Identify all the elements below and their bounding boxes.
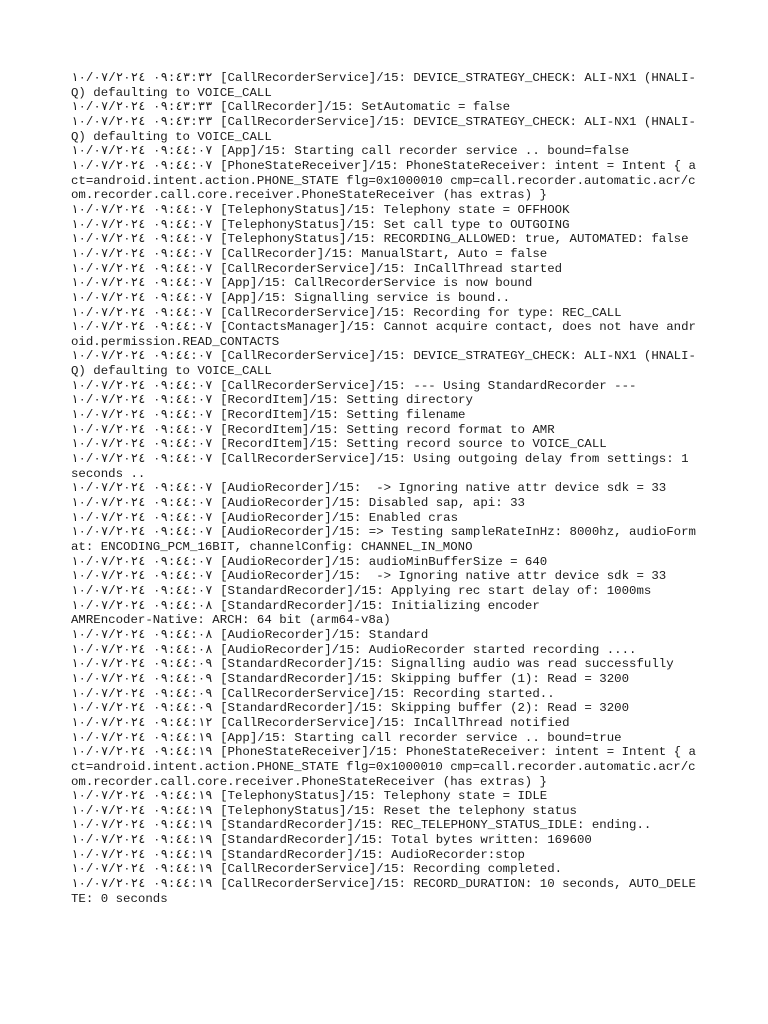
log-timestamp: ٠٩:٤٤:٠٧ ١٠/٠٧/٢٠٢٤ [71, 481, 213, 496]
log-message: [AudioRecorder]/15: AudioRecorder started recording .... [212, 642, 637, 657]
log-entry [71, 291, 701, 306]
log-message: [StandardRecorder]/15: Total bytes written: 169600 [212, 833, 592, 848]
log-message: [App]/15: Starting call recorder service .. bound=true [212, 730, 622, 745]
log-message: [RecordItem]/15: Setting record format to AMR [212, 422, 555, 437]
log-message: [StandardRecorder]/15: REC_TELEPHONY_STATUS_IDLE: ending.. [212, 818, 652, 833]
log-timestamp: ٠٩:٤٤:٠٩ ١٠/٠٧/٢٠٢٤ [71, 701, 213, 716]
log-message: [AudioRecorder]/15: -> Ignoring native attr device sdk = 33 [212, 481, 667, 496]
log-timestamp: ٠٩:٤٤:٠٧ ١٠/٠٧/٢٠٢٤ [71, 408, 213, 423]
log-message: [RecordItem]/15: Setting directory [212, 393, 473, 408]
log-entry [71, 437, 701, 452]
log-message: [AudioRecorder]/15: Disabled sap, api: 33 [212, 496, 525, 511]
log-entry [71, 877, 701, 906]
log-timestamp: ٠٩:٤٤:١٩ ١٠/٠٧/٢٠٢٤ [71, 877, 213, 892]
log-entry [71, 804, 701, 819]
log-entry [71, 818, 701, 833]
log-message: [AudioRecorder]/15: audioMinBufferSize = 640 [212, 554, 548, 569]
log-entry [71, 379, 701, 394]
log-message: [CallRecorderService]/15: InCallThread started [212, 261, 563, 276]
log-entry [71, 716, 701, 731]
log-message: [CallRecorderService]/15: DEVICE_STRATEGY_CHECK: ALI-NX1 (HNALI-Q) defaulting to VOICE_CALL [71, 114, 696, 144]
log-timestamp: ٠٩:٤٤:٠٧ ١٠/٠٧/٢٠٢٤ [71, 290, 213, 305]
log-timestamp: ٠٩:٤٣:٣٢ ١٠/٠٧/٢٠٢٤ [71, 71, 213, 85]
log-message: [CallRecorderService]/15: Using outgoing delay from settings: 1 seconds .. [71, 452, 696, 481]
log-timestamp: ٠٩:٤٤:٠٧ ١٠/٠٧/٢٠٢٤ [71, 569, 213, 584]
log-message: [CallRecorderService]/15: DEVICE_STRATEGY_CHECK: ALI-NX1 (HNALI-Q) defaulting to VOICE_CALL [71, 71, 696, 100]
log-timestamp: ٠٩:٤٤:١٩ ١٠/٠٧/٢٠٢٤ [71, 745, 213, 760]
log-timestamp: ٠٩:٤٤:١٩ ١٠/٠٧/٢٠٢٤ [71, 818, 213, 833]
log-message: [TelephonyStatus]/15: RECORDING_ALLOWED: true, AUTOMATED: false [212, 232, 689, 247]
log-entry [71, 701, 701, 716]
log-timestamp: ٠٩:٤٤:١٩ ١٠/٠٧/٢٠٢٤ [71, 862, 213, 877]
log-message: [CallRecorderService]/15: Recording started.. [212, 686, 555, 701]
log-message: [App]/15: Signalling service is bound.. [212, 290, 511, 305]
log-entry [71, 349, 701, 378]
log-timestamp: ٠٩:٤٣:٣٣ ١٠/٠٧/٢٠٢٤ [71, 100, 213, 115]
log-message: [StandardRecorder]/15: Skipping buffer (2): Read = 3200 [212, 701, 630, 716]
log-timestamp: ٠٩:٤٤:٠٧ ١٠/٠٧/٢٠٢٤ [71, 202, 213, 217]
log-entry [71, 613, 701, 628]
log-entry [71, 276, 701, 291]
log-entry [71, 657, 701, 672]
log-message: [AudioRecorder]/15: Enabled cras [212, 510, 459, 525]
log-message: [StandardRecorder]/15: Skipping buffer (1): Read = 3200 [212, 671, 630, 686]
log-entry [71, 218, 701, 233]
log-entry [71, 408, 701, 423]
log-timestamp: ٠٩:٤٤:٠٧ ١٠/٠٧/٢٠٢٤ [71, 583, 213, 598]
log-entry [71, 423, 701, 438]
log-entry [71, 731, 701, 746]
log-timestamp: ٠٩:٤٤:٠٩ ١٠/٠٧/٢٠٢٤ [71, 686, 213, 701]
log-message: [CallRecorderService]/15: RECORD_DURATION: 10 seconds, AUTO_DELETE: 0 seconds [71, 877, 696, 906]
log-message: [CallRecorderService]/15: Recording for type: REC_CALL [212, 305, 622, 320]
log-timestamp: ٠٩:٤٤:٠٨ ١٠/٠٧/٢٠٢٤ [71, 627, 213, 642]
log-text [71, 71, 701, 906]
log-timestamp: ٠٩:٤٤:٠٧ ١٠/٠٧/٢٠٢٤ [71, 510, 213, 525]
log-entry [71, 848, 701, 863]
log-entry [71, 687, 701, 702]
log-entry [71, 862, 701, 877]
log-timestamp: ٠٩:٤٤:٠٧ ١٠/٠٧/٢٠٢٤ [71, 246, 213, 261]
log-entry [71, 599, 701, 614]
log-entry [71, 525, 701, 554]
log-message: [AudioRecorder]/15: => Testing sampleRateInHz: 8000hz, audioFormat: ENCODING_PCM_16BIT, channelConfig: CHANNEL_IN_MONO [71, 525, 696, 554]
log-message: [TelephonyStatus]/15: Set call type to OUTGOING [212, 217, 570, 232]
log-entry [71, 628, 701, 643]
log-timestamp: ٠٩:٤٤:١٩ ١٠/٠٧/٢٠٢٤ [71, 847, 213, 862]
log-message: [StandardRecorder]/15: Applying rec start delay of: 1000ms [212, 583, 652, 598]
log-timestamp: ٠٩:٤٤:٠٧ ١٠/٠٧/٢٠٢٤ [71, 232, 213, 247]
log-message: [AudioRecorder]/15: Standard [212, 627, 429, 642]
log-timestamp: ٠٩:٤٤:٠٧ ١٠/٠٧/٢٠٢٤ [71, 217, 213, 232]
log-message: [RecordItem]/15: Setting record source to VOICE_CALL [212, 437, 607, 452]
log-timestamp: ٠٩:٤٤:٠٧ ١٠/٠٧/٢٠٢٤ [71, 276, 213, 291]
log-timestamp: ٠٩:٤٤:٠٨ ١٠/٠٧/٢٠٢٤ [71, 642, 213, 657]
log-timestamp: ٠٩:٤٤:١٩ ١٠/٠٧/٢٠٢٤ [71, 833, 213, 848]
log-timestamp: ٠٩:٤٤:٠٧ ١٠/٠٧/٢٠٢٤ [71, 554, 213, 569]
log-entry [71, 115, 701, 144]
log-entry [71, 262, 701, 277]
log-message: [StandardRecorder]/15: AudioRecorder:stop [212, 847, 525, 862]
log-entry [71, 643, 701, 658]
log-entry [71, 100, 701, 115]
log-timestamp: ٠٩:٤٤:١٩ ١٠/٠٧/٢٠٢٤ [71, 730, 213, 745]
log-entry [71, 306, 701, 321]
log-entry [71, 569, 701, 584]
log-timestamp: ٠٩:٤٤:١٢ ١٠/٠٧/٢٠٢٤ [71, 715, 213, 730]
log-timestamp: ٠٩:٤٤:١٩ ١٠/٠٧/٢٠٢٤ [71, 789, 213, 804]
log-timestamp: ٠٩:٤٤:٠٩ ١٠/٠٧/٢٠٢٤ [71, 657, 213, 672]
log-message: [StandardRecorder]/15: Initializing encoder [212, 598, 540, 613]
log-message: AMREncoder-Native: ARCH: 64 bit (arm64-v8a) [71, 613, 391, 628]
log-message: [StandardRecorder]/15: Signalling audio was read successfully [212, 657, 674, 672]
log-entry [71, 144, 701, 159]
log-message: [RecordItem]/15: Setting filename [212, 408, 466, 423]
log-entry [71, 745, 701, 789]
log-timestamp: ٠٩:٤٣:٣٣ ١٠/٠٧/٢٠٢٤ [71, 114, 213, 129]
log-message: [TelephonyStatus]/15: Telephony state = IDLE [212, 789, 548, 804]
log-timestamp: ٠٩:٤٤:٠٧ ١٠/٠٧/٢٠٢٤ [71, 261, 213, 276]
log-timestamp: ٠٩:٤٤:٠٧ ١٠/٠٧/٢٠٢٤ [71, 378, 213, 393]
log-message: [CallRecorderService]/15: DEVICE_STRATEGY_CHECK: ALI-NX1 (HNALI-Q) defaulting to VOICE_CALL [71, 349, 696, 379]
log-entry [71, 481, 701, 496]
log-message: [CallRecorderService]/15: --- Using StandardRecorder --- [212, 378, 637, 393]
log-timestamp: ٠٩:٤٤:٠٧ ١٠/٠٧/٢٠٢٤ [71, 393, 213, 408]
log-entry [71, 232, 701, 247]
log-message: [AudioRecorder]/15: -> Ignoring native attr device sdk = 33 [212, 569, 667, 584]
log-entry [71, 511, 701, 526]
log-entry [71, 789, 701, 804]
log-timestamp: ٠٩:٤٤:٠٧ ١٠/٠٧/٢٠٢٤ [71, 320, 213, 335]
log-message: [CallRecorder]/15: ManualStart, Auto = false [212, 246, 548, 261]
log-timestamp: ٠٩:٤٤:٠٧ ١٠/٠٧/٢٠٢٤ [71, 452, 213, 467]
log-timestamp: ٠٩:٤٤:٠٩ ١٠/٠٧/٢٠٢٤ [71, 671, 213, 686]
log-message: [App]/15: CallRecorderService is now bound [212, 276, 533, 291]
log-timestamp: ٠٩:٤٤:٠٧ ١٠/٠٧/٢٠٢٤ [71, 158, 213, 173]
log-timestamp: ٠٩:٤٤:٠٧ ١٠/٠٧/٢٠٢٤ [71, 422, 213, 437]
log-timestamp: ٠٩:٤٤:٠٨ ١٠/٠٧/٢٠٢٤ [71, 598, 213, 613]
log-timestamp: ٠٩:٤٤:٠٧ ١٠/٠٧/٢٠٢٤ [71, 349, 213, 364]
log-entry [71, 496, 701, 511]
log-message: [CallRecorderService]/15: Recording completed. [212, 862, 563, 877]
log-timestamp: ٠٩:٤٤:٠٧ ١٠/٠٧/٢٠٢٤ [71, 496, 213, 511]
log-message: [TelephonyStatus]/15: Reset the telephony status [212, 803, 577, 818]
log-message: [CallRecorderService]/15: InCallThread notified [212, 715, 570, 730]
log-message: [PhoneStateReceiver]/15: PhoneStateReceiver: intent = Intent { act=android.intent.action.PHONE_STATE flg=0x1000010 cmp=call.recorder.automatic.acr/com.recorder.call.core.receiver.PhoneStateReceiver (has extras) } [71, 158, 696, 203]
log-timestamp: ٠٩:٤٤:١٩ ١٠/٠٧/٢٠٢٤ [71, 803, 213, 818]
log-timestamp: ٠٩:٤٤:٠٧ ١٠/٠٧/٢٠٢٤ [71, 437, 213, 452]
log-message: [App]/15: Starting call recorder service .. bound=false [212, 144, 630, 159]
log-timestamp: ٠٩:٤٤:٠٧ ١٠/٠٧/٢٠٢٤ [71, 525, 213, 540]
log-entry [71, 393, 701, 408]
log-message: [CallRecorder]/15: SetAutomatic = false [212, 100, 511, 115]
log-entry [71, 833, 701, 848]
log-timestamp: ٠٩:٤٤:٠٧ ١٠/٠٧/٢٠٢٤ [71, 144, 213, 159]
log-entry [71, 555, 701, 570]
log-entry [71, 672, 701, 687]
log-entry [71, 584, 701, 599]
log-entry [71, 159, 701, 203]
log-entry [71, 203, 701, 218]
log-message: [ContactsManager]/15: Cannot acquire contact, does not have android.permission.READ_CONTACTS [71, 320, 696, 349]
log-message: [PhoneStateReceiver]/15: PhoneStateReceiver: intent = Intent { act=android.intent.action.PHONE_STATE flg=0x1000010 cmp=call.recorder.automatic.acr/com.recorder.call.core.receiver.PhoneStateReceiver (has extras) } [71, 745, 696, 789]
log-entry [71, 247, 701, 262]
log-entry [71, 71, 701, 100]
log-entry [71, 320, 701, 349]
log-entry [71, 452, 701, 481]
log-message: [TelephonyStatus]/15: Telephony state = OFFHOOK [212, 202, 570, 217]
log-timestamp: ٠٩:٤٤:٠٧ ١٠/٠٧/٢٠٢٤ [71, 305, 213, 320]
